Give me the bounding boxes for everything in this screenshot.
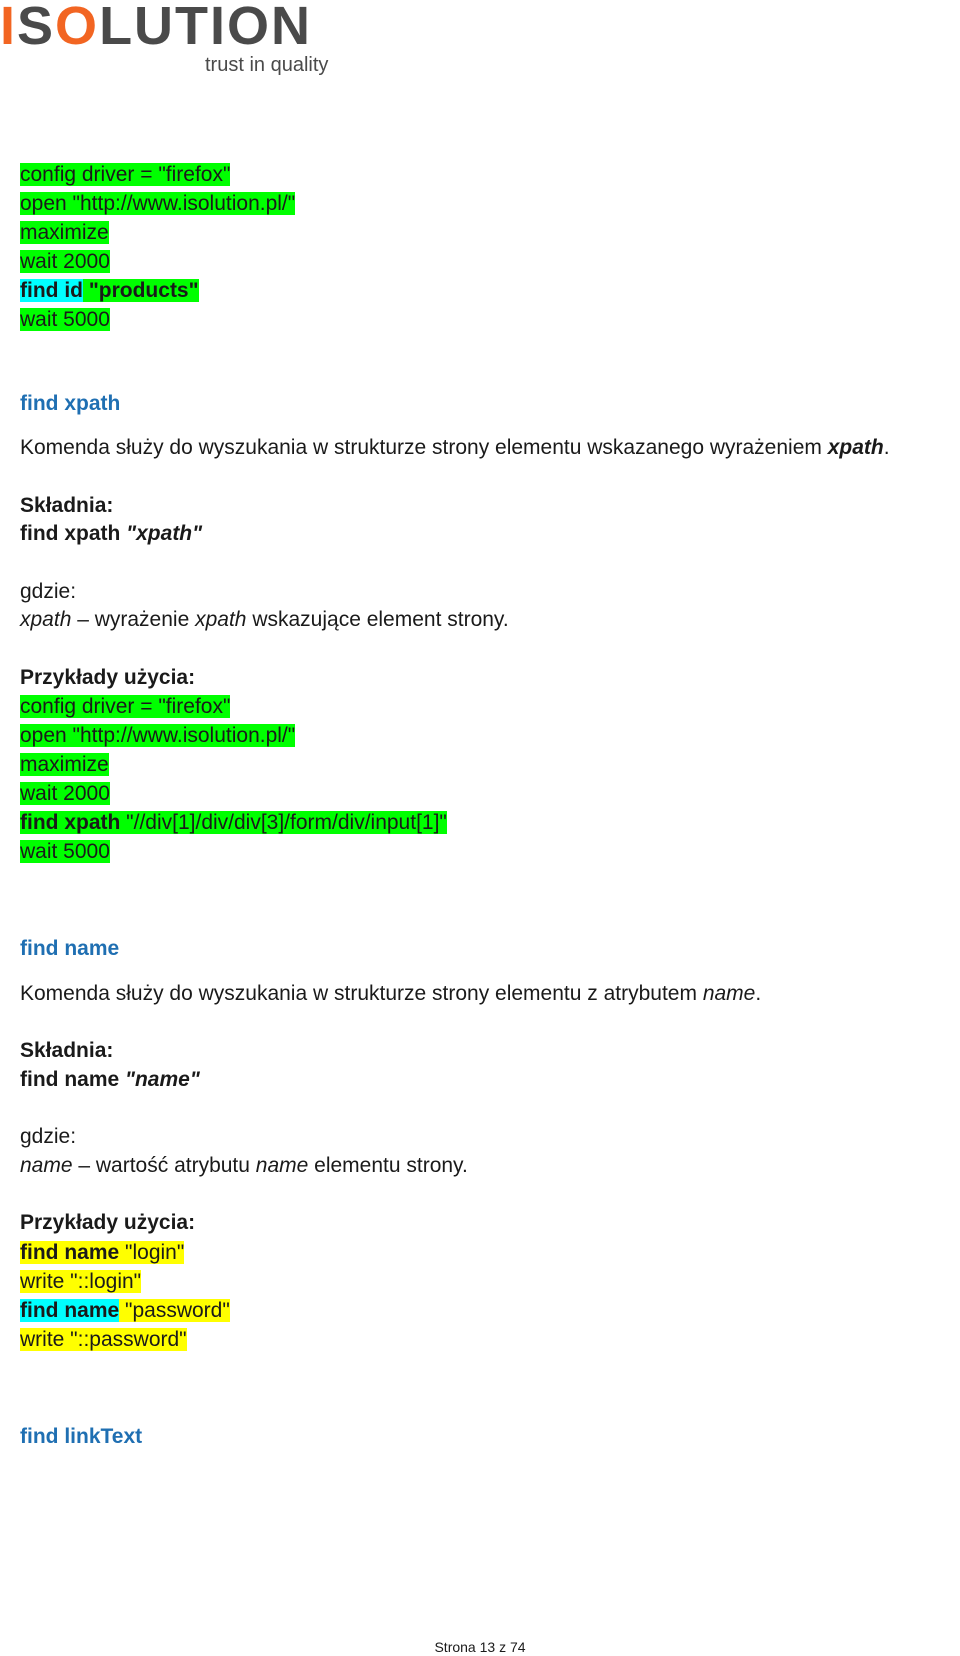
code-line: wait 5000 — [20, 840, 110, 863]
isolution-logo — [0, 0, 370, 80]
name-where-desc: name – wartość atrybutu name elementu strony. — [20, 1154, 468, 1177]
code-line: write "::password" — [20, 1328, 187, 1351]
code-keyword: find name — [20, 1299, 120, 1322]
code-argument: "login" — [119, 1241, 185, 1264]
code-line: config driver = "firefox" — [20, 163, 231, 186]
xpath-where-desc: xpath – wyrażenie xpath wskazujące element strony. — [20, 608, 509, 631]
code-line: write "::login" — [20, 1270, 142, 1293]
name-syntax-label: Składnia: — [20, 1039, 114, 1062]
code-argument: "password" — [119, 1299, 230, 1322]
logo-tagline: trust in quality — [205, 54, 329, 76]
xpath-description: Komenda służy do wyszukania w strukturze strony elementu wskazanego wyrażeniem xpath. — [20, 436, 890, 459]
xpath-syntax: find xpath "xpath" — [20, 522, 203, 545]
code-line: wait 5000 — [20, 308, 110, 331]
page-number: Strona 13 z 74 — [434, 1639, 526, 1655]
xpath-where-label: gdzie: — [20, 580, 77, 603]
code-line: maximize — [20, 753, 109, 776]
heading-find-name: find name — [20, 937, 120, 960]
code-argument: "products" — [82, 279, 199, 302]
name-where-label: gdzie: — [20, 1125, 77, 1148]
logo-wordmark: ISOLUTION — [0, 0, 313, 56]
name-syntax: find name "name" — [20, 1068, 200, 1091]
heading-find-xpath: find xpath — [20, 392, 121, 415]
heading-find-linktext: find linkText — [20, 1425, 143, 1448]
xpath-examples-label: Przykłady użycia: — [20, 666, 196, 689]
code-keyword: find id — [20, 279, 83, 302]
code-argument: "//div[1]/div/div[3]/form/div/input[1]" — [120, 811, 447, 834]
code-line: config driver = "firefox" — [20, 695, 231, 718]
name-description: Komenda służy do wyszukania w strukturze strony elementu z atrybutem name. — [20, 982, 762, 1005]
name-examples-label: Przykłady użycia: — [20, 1211, 196, 1234]
code-line: wait 2000 — [20, 250, 110, 273]
code-line: open "http://www.isolution.pl/" — [20, 192, 296, 215]
code-keyword: find xpath — [20, 811, 121, 834]
xpath-syntax-label: Składnia: — [20, 494, 114, 517]
code-line: open "http://www.isolution.pl/" — [20, 724, 296, 747]
code-line: wait 2000 — [20, 782, 110, 805]
code-line: maximize — [20, 221, 109, 244]
code-keyword: find name — [20, 1241, 120, 1264]
